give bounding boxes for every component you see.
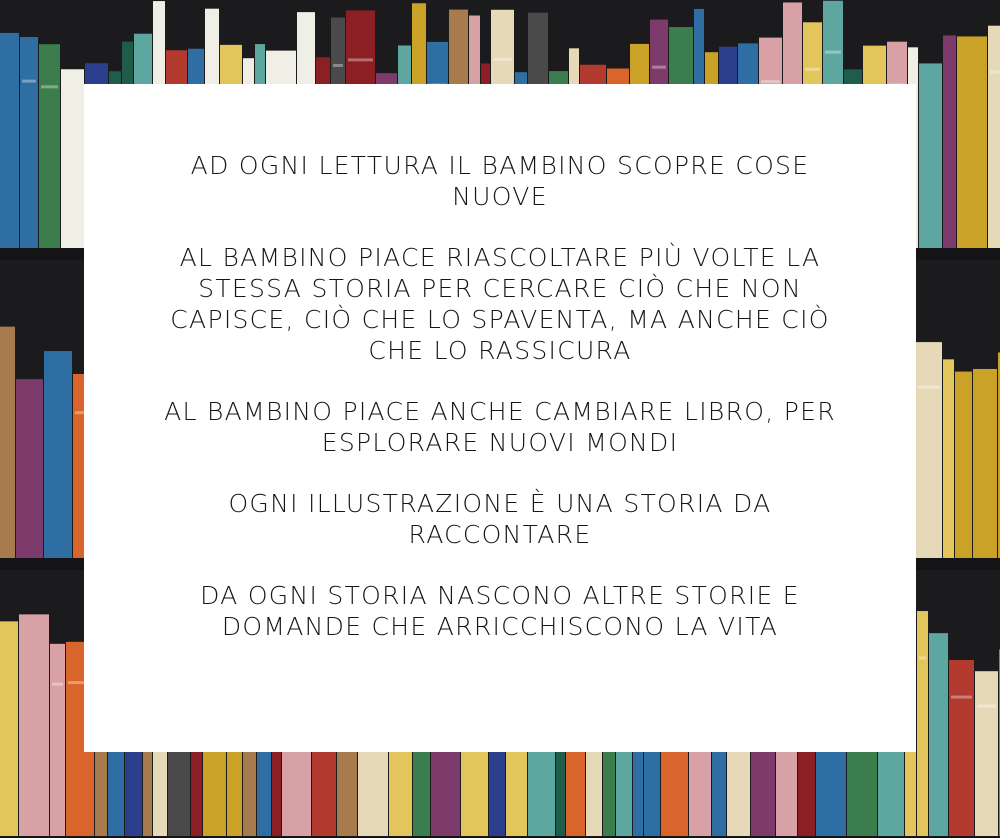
spine-stripe [761,80,780,83]
book-spine [39,44,60,250]
quote-card [84,84,916,752]
book-spine [916,342,942,560]
spine-stripe [919,656,926,659]
book-spine [16,379,43,560]
spine-stripe [990,71,999,74]
spine-stripe [348,58,373,61]
book-spine [973,369,997,560]
book-spine [0,621,18,838]
book-spine [917,611,928,838]
spine-stripe [493,58,512,61]
quote-1: AD OGNI LETTURA IL BAMBINO SCOPRE COSE NUOVE [190,151,810,211]
book-spine [50,644,65,838]
book-spine [919,63,942,250]
book-spine [0,327,15,560]
quote-list [84,150,916,672]
book-spine [957,36,987,250]
book-spine [943,35,956,250]
book-spine [943,359,954,560]
book-spine [975,671,998,838]
spine-stripe [805,68,820,71]
quote-3: AL BAMBINO PIACE ANCHE CAMBIARE LIBRO, PER ESPLORARE NUOVI MONDI [164,397,836,457]
spine-stripe [333,64,343,67]
book-spine [929,633,948,838]
book-spine [988,26,1000,250]
book-spine [20,37,38,250]
spine-stripe [52,683,63,686]
spine-stripe [977,705,996,708]
book-spine [0,33,19,250]
book-spine [44,351,72,560]
book-spine [19,614,49,838]
quote-4: OGNI ILLUSTRAZIONE È UNA STORIA DA RACCONTARE [228,489,772,549]
quote-5: DA OGNI STORIA NASCONO ALTRE STORIE E DOMANDE CHE ARRICCHISCONO LA VITA [200,581,800,641]
book-spine [955,372,972,560]
spine-stripe [951,696,972,699]
spine-stripe [22,80,36,83]
spine-stripe [41,85,58,88]
spine-stripe [652,66,666,69]
spine-stripe [918,386,940,389]
book-spine [61,69,84,250]
spine-stripe [825,51,841,54]
book-spine [949,660,974,838]
quote-2: AL BAMBINO PIACE RIASCOLTARE PIÙ VOLTE LA STESSA STORIA PER CERCARE CIÒ CHE NON CAPISCE, CIÒ CHE LO SPAVENTA, MA ANCHE CIÒ CHE LO RASSICURA [170,243,830,365]
